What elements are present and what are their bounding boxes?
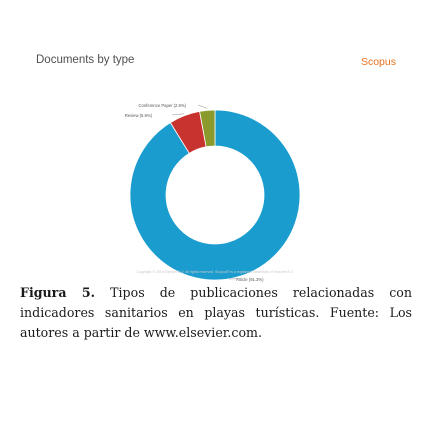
data-label-review: Review (5.9%): [124, 113, 152, 118]
scopus-brand-label: Scopus: [360, 56, 396, 68]
figure-caption: [20, 283, 412, 343]
copyright-notice: Copyright © 2016 Elsevier B.V. All rights reserved. Scopus® is a registered trademark of Elsevier B.V.: [136, 270, 294, 274]
leader-line-conference-paper: [198, 105, 207, 108]
chart-title: Documents by type: [36, 54, 135, 66]
data-label-article: Article (91.3%): [236, 277, 264, 282]
figure-caption-text: Tipos de publicaciones relacionadas con indicadores sanitarios en playas turísticas. Fuente: Los autores a partir de www.elsevier.com.: [20, 285, 412, 340]
data-label-conference-paper: Conference Paper (2.9%): [138, 103, 186, 108]
figure-label: Figura 5.: [20, 285, 96, 300]
donut-chart-area: [0, 80, 430, 290]
donut-chart: [0, 80, 430, 290]
leader-line-review: [172, 114, 184, 115]
